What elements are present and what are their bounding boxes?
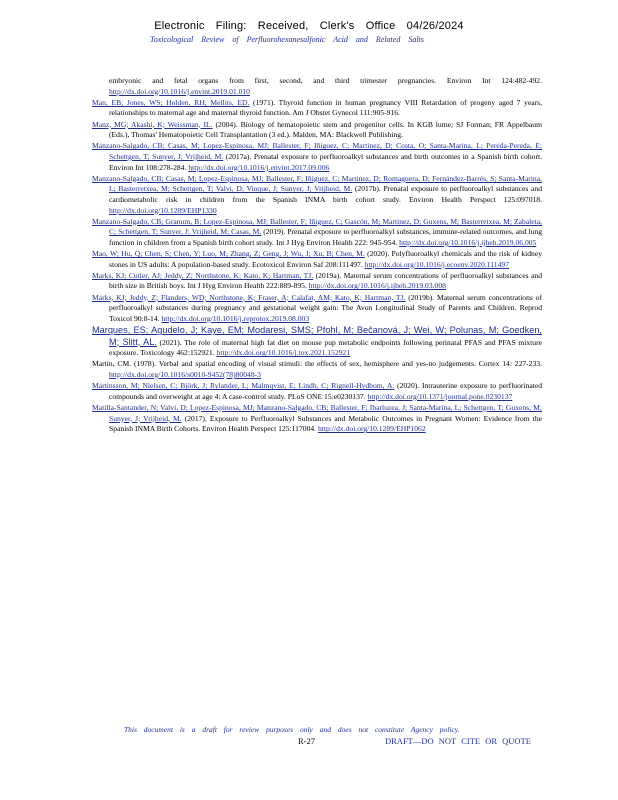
reference-text: (2020). Intrauterine exposure to perfluorinated compounds and overweight at age 4: A case-control study. PLoS ONE 15:e0230137. (109, 381, 542, 401)
reference-entry (92, 141, 542, 173)
reference-entry (92, 293, 542, 325)
reference-authors[interactable]: Mao, W; Hu, Q; Chen, S; Chen, Y; Luo, M; Zhang, Z; Geng, J; Wu, J; Xu, B; Chen, M. (92, 249, 365, 259)
page-header (0, 20, 618, 44)
reference-authors[interactable]: Matilla-Santander, N; Valvi, D; Lopez-Espinosa, MJ; Manzano-Salgado, CB; Ballester, F; Ibarluzea, J; Santa-Marina, L; Schettgen, T; Guxens, M; Sunyer, J; Vrijheid, M. (92, 402, 542, 423)
reference-text: (2019a). Maternal serum concentrations of perfluoroalkyl substances and birth size in British boys. Int J Hyg Environ Health 222:889-895. (109, 270, 542, 291)
reference-authors[interactable]: Man, EB; Jones, WS; Holden, RH; Mellits, ED. (92, 97, 250, 107)
draft-disclaimer: This document is a draft for review purposes only and does not constitute Agency policy. (124, 725, 460, 734)
doi-link[interactable]: http://dx.doi.org/10.1016/s0010-9452(78)80048-3 (109, 369, 261, 379)
reference-entry (92, 98, 542, 119)
reference-entry (92, 120, 542, 141)
doi-link[interactable]: http://dx.doi.org/10.1016/j.ijheh.2019.03.008 (308, 281, 446, 291)
reference-text: (2017b). Prenatal exposure to perfluoroalkyl substances and cardiometabolic risk in children from the Spanish INMA birth cohort study. Environ Health Perspect 125:097018. (109, 184, 542, 204)
reference-text: (2020). Polyfluoroalkyl chemicals and the risk of kidney stones in US adults: A population-based study. Ecotoxicol Environ Saf 208:111497. (109, 249, 542, 269)
doi-link[interactable]: http://dx.doi.org/10.1371/journal.pone.0230137 (367, 391, 513, 401)
page-footer (0, 725, 618, 746)
reference-authors[interactable]: Manzano-Salgado, CB; Casas, M; Lopez-Espinosa, MJ; Ballester, F; Iñiguez, C; Martinez, D; Romaguera, D; Fernández-Barrés, S; Santa-Marina, L; Basterretxea, M; Schettgen, T; Valvi, D; Vioque, J; Sunyer, J; Vrijheid, M. (92, 173, 542, 194)
reference-text: (2019). Prenatal exposure to perfluoroalkyl substances, immune-related outcomes, and lung function in children from a Spanish birth cohort study. Int J Hyg Environ Health 222: 945-954. (109, 227, 542, 247)
reference-authors[interactable]: Manzano-Salgado, CB; Granum, B; Lopez-Espinosa, MJ; Ballester, F; Iñiguez, C; Gascón, M; Martinez, D; Guxens, M; Basterretxea, M; Zabaleta, C; Schettgen, T; Sunyer, J; Vrijheid, M; Casas, M. (92, 216, 542, 237)
reference-entry (92, 249, 542, 270)
doi-link[interactable]: http://dx.doi.org/10.1289/EHP1330 (109, 205, 217, 215)
reference-authors[interactable]: Marques, ES; Agudelo, J; Kaye, EM; Modaresi, SMS; Pfohl, M; Bečanová, J; Wei, W; Polunas, M; Goedken, M; Slitt, AL. (92, 325, 542, 347)
doi-link[interactable]: http://dx.doi.org/10.1016/j.envint.2017.09.006 (188, 162, 330, 172)
reference-entry (92, 174, 542, 216)
reference-entry (92, 76, 542, 97)
reference-entry (92, 325, 542, 359)
doi-link[interactable]: http://dx.doi.org/10.1016/j.ecoenv.2020.111497 (364, 259, 509, 269)
reference-authors[interactable]: Marks, KJ; Cutler, AJ; Jeddy, Z; Northstone, K; Kato, K; Hartman, TJ. (92, 270, 314, 280)
doi-link[interactable]: http://dx.doi.org/10.1016/j.reprotox.2019.08.003 (161, 313, 310, 323)
reference-text: (2004). Biology of hematopoietic stem and progenitor cells. In KGB lume; SJ Forman; FR Appelbaum (Eds.), Thomas' Hematopoietic Cell Transplantation (3 ed.). Malden, MA: Blackwell Publishing. (109, 119, 542, 140)
doi-link[interactable]: http://dx.doi.org/10.1016/j.ijheh.2019.06.005 (399, 237, 537, 247)
reference-authors[interactable]: Manzano-Salgado, CB; Casas, M; Lopez-Espinosa, MJ; Ballester, F; Iñiguez, C; Martinez, D; Costa, O; Santa-Marina, L; Pereda-Pereda, E; Schettgen, T; Sunyer, J; Vrijheid, M. (92, 141, 542, 161)
reference-authors[interactable]: Marks, KJ; Jeddy, Z; Flanders, WD; Northstone, K; Fraser, A; Calafat, AM; Kato, K; Hartman, TJ. (92, 292, 406, 302)
doi-link[interactable]: http://dx.doi.org/10.1016/j.envint.2019.01.010 (109, 86, 250, 96)
reference-list (92, 76, 542, 435)
draft-notice: DRAFT—DO NOT CITE OR QUOTE (385, 736, 531, 746)
reference-text: embryonic and fetal organs from first, second, and third trimester pregnancies. Environ Int 124:482-492. (109, 76, 542, 85)
reference-text: (2017a). Prenatal exposure to perfluoroalkyl substances and birth outcomes in a Spanish birth cohort. Environ Int 108:278-284. (109, 151, 542, 172)
reference-authors[interactable]: Martinsson, M; Nielsen, C; Björk, J; Rylander, L; Malmqvist, E; Lindh, C; Rignell-Hydbom, A. (92, 381, 395, 391)
reference-entry (92, 381, 542, 402)
doi-link[interactable]: http://dx.doi.org/10.1016/j.tox.2021.152921 (216, 348, 351, 358)
reference-text: Martin, CM. (1978). Verbal and spatial encoding of visual stimuli: the effects of sex, hemisphere and yes-no judgements. Cortex 14: 227-233. (92, 359, 542, 369)
reference-text: (1971). Thyroid function in human pregnancy VIII Retardation of progeny aged 7 years, relationships to maternal age and maternal thyroid function. Am J Obstet Gynecol 111:905-916. (109, 97, 543, 118)
filing-stamp: Electronic Filing: Received, Clerk's Office 04/26/2024 (154, 20, 464, 32)
reference-text: (2019b). Maternal serum concentrations of perfluoroalkyl substances during pregnancy and gestational weight gain: The Avon Longitudinal Study of Parents and Children. Reprod Toxicol 90:8-14. (109, 292, 542, 323)
reference-text: (2021). The role of maternal high fat diet on mouse pup metabolic endpoints following perinatal PFAS and PFAS mixture exposure. Toxicology 462:152921. (109, 337, 542, 358)
document-title: Toxicological Review of Perfluorohexanesulfonic Acid and Related Salts (150, 35, 424, 44)
reference-entry (92, 403, 542, 435)
reference-entry (92, 359, 542, 380)
reference-entry (92, 271, 542, 292)
reference-entry (92, 217, 542, 249)
doi-link[interactable]: http://dx.doi.org/10.1289/EHP1062 (317, 424, 426, 434)
reference-text: (2017). Exposure to Perfluoroalkyl Substances and Metabolic Outcomes in Pregnant Women: Evidence from the Spanish INMA Birth Cohorts. Environ Health Perspect 125:117004. (109, 413, 542, 434)
page-number: R-27 (298, 736, 315, 746)
reference-authors[interactable]: Manz, MG; Akashi, K; Weissman, IL. (92, 119, 213, 129)
